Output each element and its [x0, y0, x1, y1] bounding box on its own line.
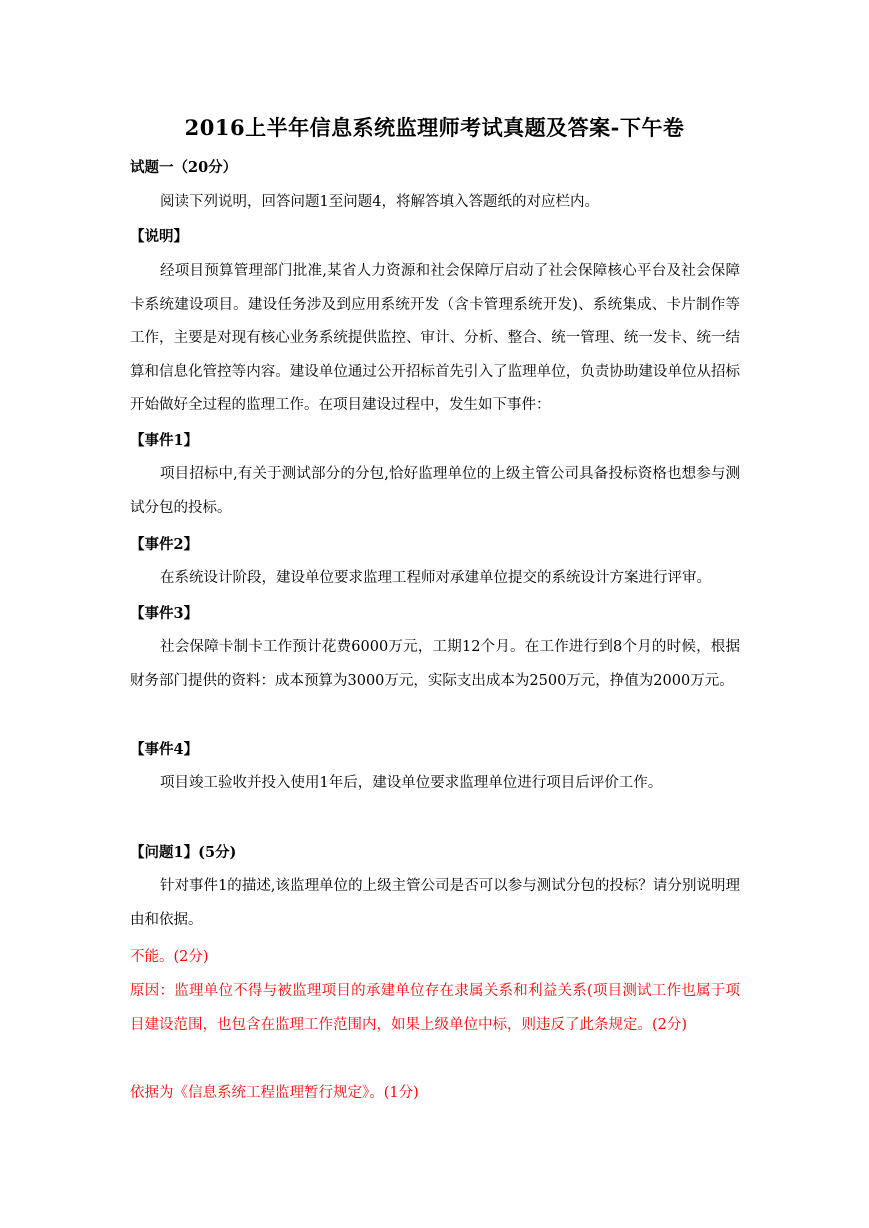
- answer-2: 原因：监理单位不得与被监理项目的承建单位存在隶属关系和利益关系(项目测试工作也属于项目建设范围，也包含在监理工作范围内，如果上级单位中标，则违反了此条规定。(2分): [130, 983, 740, 1033]
- document-title: 2016上半年信息系统监理师考试真题及答案-下午卷: [184, 115, 685, 140]
- event-3-text: 社会保障卡制卡工作预计花费6000万元，工期12个月。在工作进行到8个月的时候，根据财务部门提供的资料：成本预算为3000万元，实际支出成本为2500万元，挣值为2000万元。: [130, 639, 740, 689]
- event-1-text: 项目招标中,有关于测试部分的分包,恰好监理单位的上级主管公司具备投标资格也想参与测试分包的投标。: [130, 466, 740, 516]
- instruction-text: 阅读下列说明，回答问题1至问题4，将解答填入答题纸的对应栏内。: [160, 194, 599, 210]
- problem-1-label: 【问题1】(5分): [130, 844, 237, 861]
- description-paragraph: 经项目预算管理部门批准,某省人力资源和社会保障厅启动了社会保障核心平台及社会保障卡系统建设项目。建设任务涉及到应用系统开发（含卡管理系统开发)、系统集成、卡片制作等工作，主要是对现有核心业务系统提供监控、审计、分析、整合、统一管理、统一发卡、统一结算和信息化管控等内容。建设单位通过公开招标首先引入了监理单位，负责协助建设单位从招标开始做好全过程的监理工作。在项目建设过程中，发生如下事件：: [130, 263, 740, 413]
- event-2-text: 在系统设计阶段，建设单位要求监理工程师对承建单位提交的系统设计方案进行评审。: [160, 570, 711, 586]
- question-heading: 试题一（20分）: [130, 159, 238, 176]
- event-2-label: 【事件2】: [130, 536, 199, 553]
- problem-1-text: 针对事件1的描述,该监理单位的上级主管公司是否可以参与测试分包的投标？请分别说明理由和依据。: [130, 878, 740, 928]
- answer-1: 不能。(2分): [130, 949, 209, 965]
- event-4-text: 项目竣工验收并投入使用1年后，建设单位要求监理单位进行项目后评价工作。: [160, 775, 663, 791]
- description-label: 【说明】: [130, 228, 188, 245]
- answer-3: 依据为《信息系统工程监理暂行规定》。(1分): [130, 1085, 419, 1101]
- event-4-label: 【事件4】: [130, 741, 199, 758]
- event-3-label: 【事件3】: [130, 605, 199, 622]
- event-1-label: 【事件1】: [130, 432, 199, 449]
